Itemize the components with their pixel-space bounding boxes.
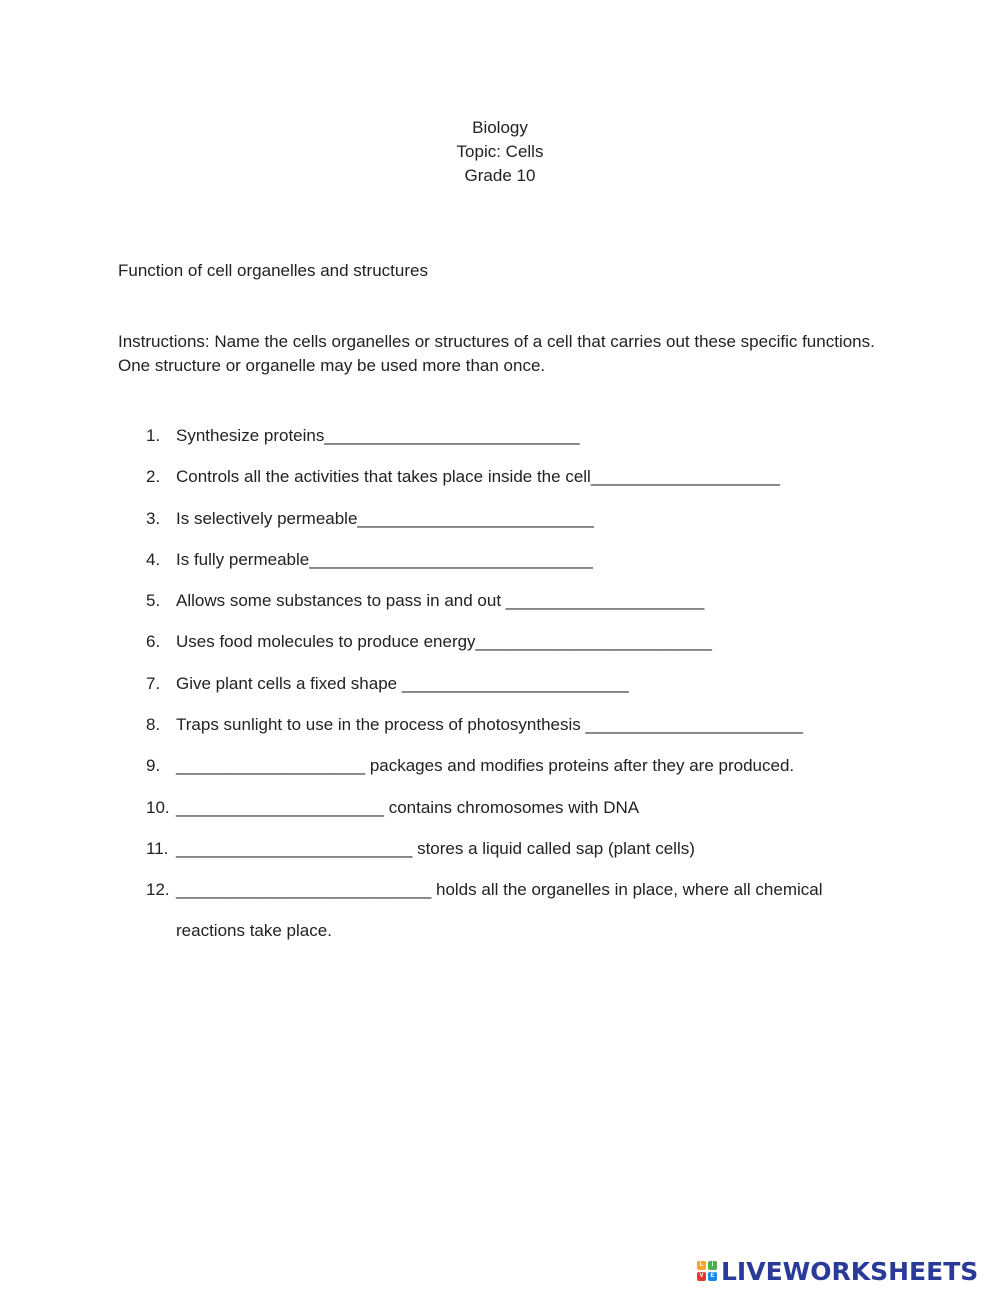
question-number: 7. — [146, 673, 161, 693]
question-text[interactable]: Traps sunlight to use in the process of photosynthesis _______________________ — [176, 715, 803, 735]
question-text[interactable]: Uses food molecules to produce energy_________________________ — [176, 632, 712, 652]
question-number: 10. — [146, 797, 170, 817]
question-number: 8. — [146, 715, 161, 735]
question-list — [146, 424, 906, 941]
question-number: 2. — [146, 467, 161, 487]
question-text[interactable]: Is selectively permeable_________________________ — [176, 508, 594, 528]
question-item-10 — [146, 796, 906, 837]
instructions-text: Instructions: Name the cells organelles or structures of a cell that carries out these specific functions. One structure or organelle may be used more than once. — [118, 332, 875, 375]
logo-mark-icon: L I V E — [697, 1261, 717, 1281]
question-number: 11. — [146, 838, 169, 858]
question-item-5 — [146, 589, 906, 630]
question-item-11 — [146, 837, 906, 878]
question-item-8 — [146, 713, 906, 754]
question-text[interactable]: ___________________________ holds all the organelles in place, where all chemical — [176, 880, 823, 900]
question-text[interactable]: _________________________ stores a liquid called sap (plant cells) — [176, 838, 695, 858]
question-item-1 — [146, 424, 906, 465]
question-text[interactable]: ______________________ contains chromosomes with DNA — [176, 797, 640, 817]
question-number: 5. — [146, 591, 161, 611]
question-item-4 — [146, 548, 906, 589]
question-number: 1. — [146, 426, 161, 445]
logo-text: LIVEWORKSHEETS — [721, 1256, 979, 1286]
question-item-2 — [146, 465, 906, 506]
question-item-12 — [146, 878, 906, 941]
question-text[interactable]: Is fully permeable______________________________ — [176, 549, 593, 569]
question-text[interactable]: Allows some substances to pass in and out _____________________ — [176, 591, 705, 611]
section-title: Function of cell organelles and structures — [118, 261, 428, 280]
question-text[interactable]: Give plant cells a fixed shape ________________________ — [176, 673, 629, 693]
question-continuation: reactions take place. — [176, 921, 332, 941]
question-item-7 — [146, 672, 906, 713]
question-number: 4. — [146, 549, 161, 569]
question-item-6 — [146, 630, 906, 671]
question-item-3 — [146, 507, 906, 548]
subject-title: Biology — [472, 118, 528, 137]
question-number: 6. — [146, 632, 161, 652]
question-text[interactable]: ____________________ packages and modifies proteins after they are produced. — [176, 756, 795, 776]
liveworksheets-logo — [697, 1254, 978, 1288]
grade-title: Grade 10 — [464, 166, 536, 185]
topic-title: Topic: Cells — [456, 142, 544, 161]
question-text[interactable]: Synthesize proteins___________________________ — [176, 426, 580, 445]
question-text[interactable]: Controls all the activities that takes place inside the cell____________________ — [176, 467, 780, 487]
question-number: 12. — [146, 880, 170, 900]
question-item-9 — [146, 754, 906, 795]
worksheet-header — [0, 116, 1000, 188]
question-number: 3. — [146, 508, 161, 528]
question-number: 9. — [146, 756, 161, 776]
